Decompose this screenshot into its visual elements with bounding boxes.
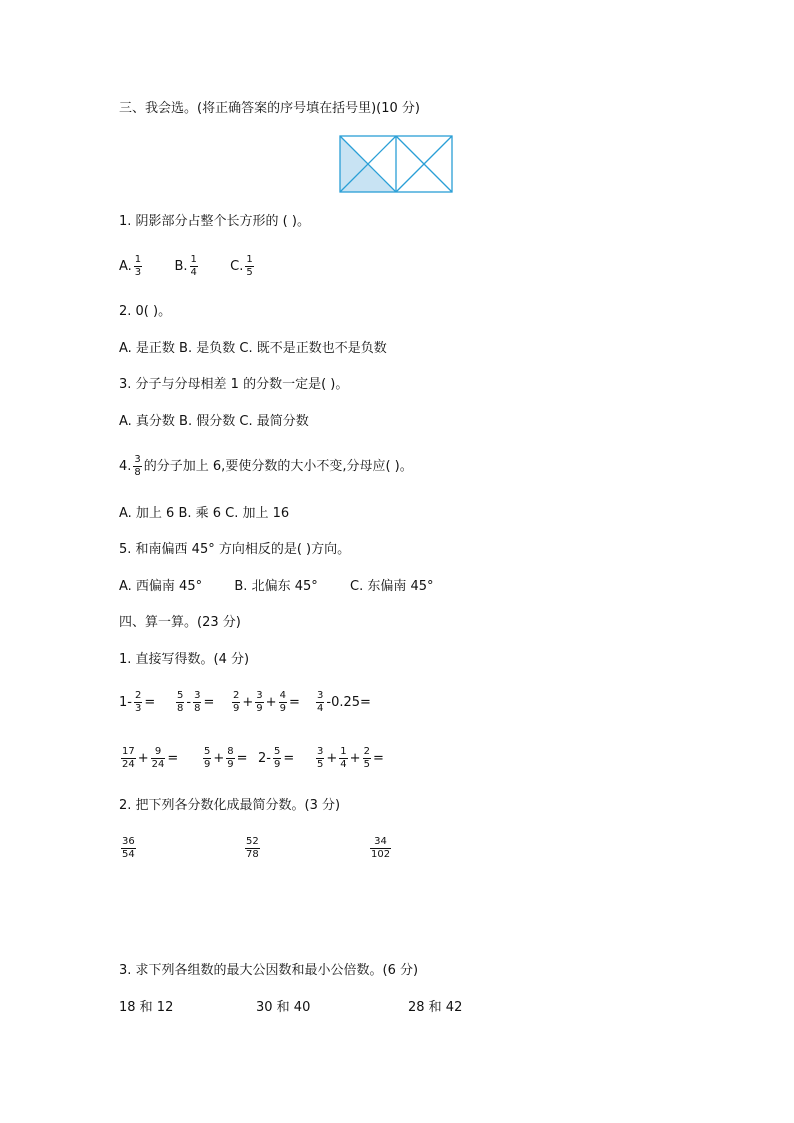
expr-6: $\frac{5}{9}$ + $\frac{8}{9}$ = [204,746,248,770]
q5-options [119,578,434,596]
simplify-fraction-1: $\frac{36}{54}$ [122,836,135,860]
q1-stem: 1. 阴影部分占整个长方形的 ( )。 [119,214,310,229]
expr-1: 1- $\frac{2}{3}$ = [119,690,156,714]
q1-option-a-label: A. [119,259,132,274]
expr-8: $\frac{3}{5}$ + $\frac{1}{4}$ + $\frac{2}{5}$ = [317,746,384,770]
expr-7: 2- $\frac{5}{9}$ = [258,746,295,770]
q1-option-a-fraction: $\frac{1}{3}$ [134,254,142,278]
q1-option-c-label: C. [230,259,244,274]
number-group-3: 28 和 42 [408,1000,463,1015]
expr-4: $\frac{3}{4}$ -0.25= [317,690,371,714]
q2-options: A. 是正数 B. 是负数 C. 既不是正数也不是负数 [119,341,387,356]
q1-option-b-fraction: $\frac{1}{4}$ [190,254,197,278]
number-group-2: 30 和 40 [256,1000,311,1015]
rectangle-figure [339,135,453,193]
p1-title: 1. 直接写得数。(4 分) [119,652,250,667]
q1-options [119,252,256,282]
q5-option-b: B. 北偏东 45° [234,579,318,594]
q5-stem: 5. 和南偏西 45° 方向相反的是( )方向。 [119,542,351,557]
q4-stem [119,452,413,482]
p2-title: 2. 把下列各分数化成最简分数。(3 分) [119,798,341,813]
q4-text: 的分子加上 6,要使分数的大小不变,分母应( )。 [143,459,413,474]
q1-option-c-fraction: $\frac{1}{5}$ [246,254,253,278]
expr-5: $\frac{17}{24}$ + $\frac{9}{24}$ = [122,746,179,770]
q5-option-a: A. 西偏南 45° [119,579,203,594]
simplify-fraction-3: $\frac{34}{102}$ [371,836,391,860]
section-4-title: 四、算一算。(23 分) [119,615,241,630]
expr-2: $\frac{5}{8}$ - $\frac{3}{8}$ = [177,690,215,714]
simplify-fraction-2: $\frac{52}{78}$ [246,836,259,860]
q3-options: A. 真分数 B. 假分数 C. 最简分数 [119,414,309,429]
expr-3: $\frac{2}{9}$ + $\frac{3}{9}$ + $\frac{4}{9}$ = [233,690,300,714]
q4-fraction: $\frac{3}{8}$ [134,454,141,478]
q4-number: 4. [119,459,132,474]
p3-title: 3. 求下列各组数的最大公因数和最小公倍数。(6 分) [119,963,419,978]
q2-stem: 2. 0( )。 [119,304,172,319]
number-group-1: 18 和 12 [119,1000,174,1015]
q5-option-c: C. 东偏南 45° [350,579,434,594]
section-3-title: 三、我会选。(将正确答案的序号填在括号里)(10 分) [119,101,420,116]
q1-option-b-label: B. [174,259,188,274]
q4-options: A. 加上 6 B. 乘 6 C. 加上 16 [119,506,290,521]
q3-stem: 3. 分子与分母相差 1 的分数一定是( )。 [119,377,349,392]
